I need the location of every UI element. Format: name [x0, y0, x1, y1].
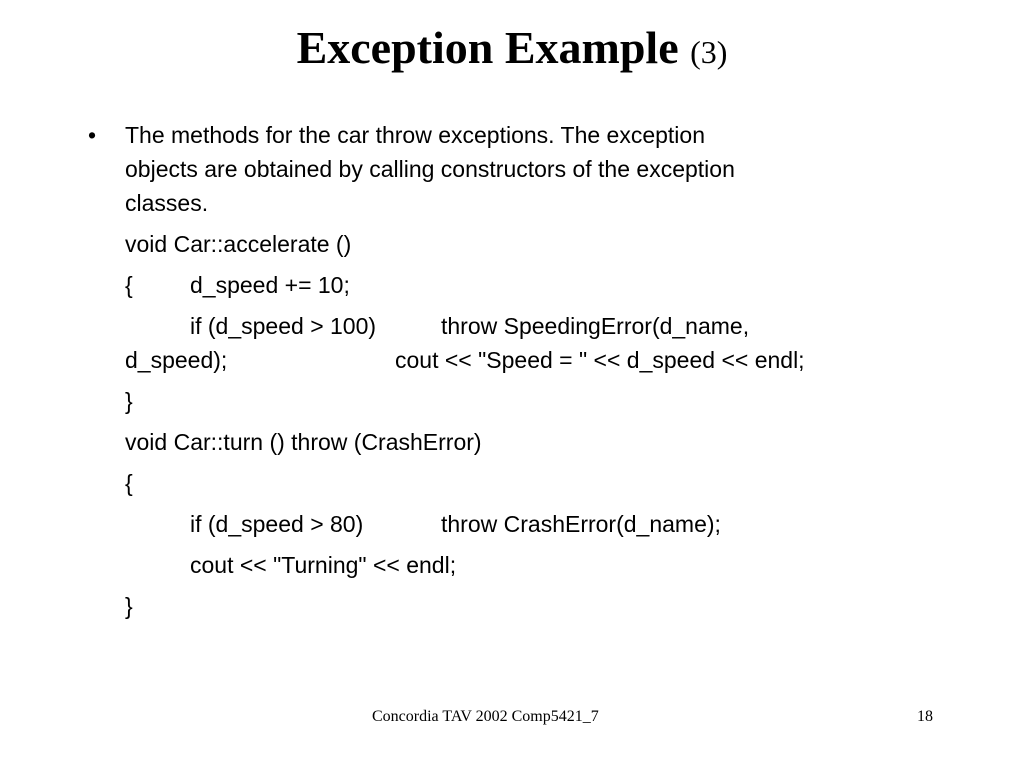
code-accelerate-cout: cout << "Speed = " << d_speed << endl; — [395, 347, 805, 373]
footer-page-number: 18 — [917, 708, 933, 725]
code-accelerate-signature: void Car::accelerate () — [125, 231, 352, 257]
slide-title-sub: (3) — [690, 34, 728, 70]
code-turn-signature: void Car::turn () throw (CrashError) — [125, 429, 482, 455]
code-turn-cout: cout << "Turning" << endl; — [190, 552, 457, 578]
paragraph-line-3: classes. — [125, 190, 209, 216]
code-accelerate-if: if (d_speed > 100) — [190, 313, 377, 339]
code-accelerate-open-brace: { — [125, 272, 133, 298]
slide-title-main: Exception Example — [296, 22, 679, 73]
code-accelerate-throw-continued: d_speed); — [125, 347, 228, 373]
slide-title — [0, 18, 1024, 82]
code-accelerate-statement: d_speed += 10; — [190, 272, 350, 298]
code-turn-if: if (d_speed > 80) — [190, 511, 364, 537]
code-accelerate-throw: throw SpeedingError(d_name, — [441, 313, 750, 339]
code-accelerate-close-brace: } — [125, 388, 133, 414]
code-turn-open-brace: { — [125, 470, 133, 496]
code-turn-throw: throw CrashError(d_name); — [441, 511, 721, 537]
code-turn-close-brace: } — [125, 593, 133, 619]
bullet-icon: • — [88, 122, 97, 148]
footer-course-label: Concordia TAV 2002 Comp5421_7 — [372, 708, 599, 725]
paragraph-line-2: objects are obtained by calling constructors of the exception — [125, 156, 735, 182]
paragraph-line-1: The methods for the car throw exceptions. The exception — [125, 122, 705, 148]
